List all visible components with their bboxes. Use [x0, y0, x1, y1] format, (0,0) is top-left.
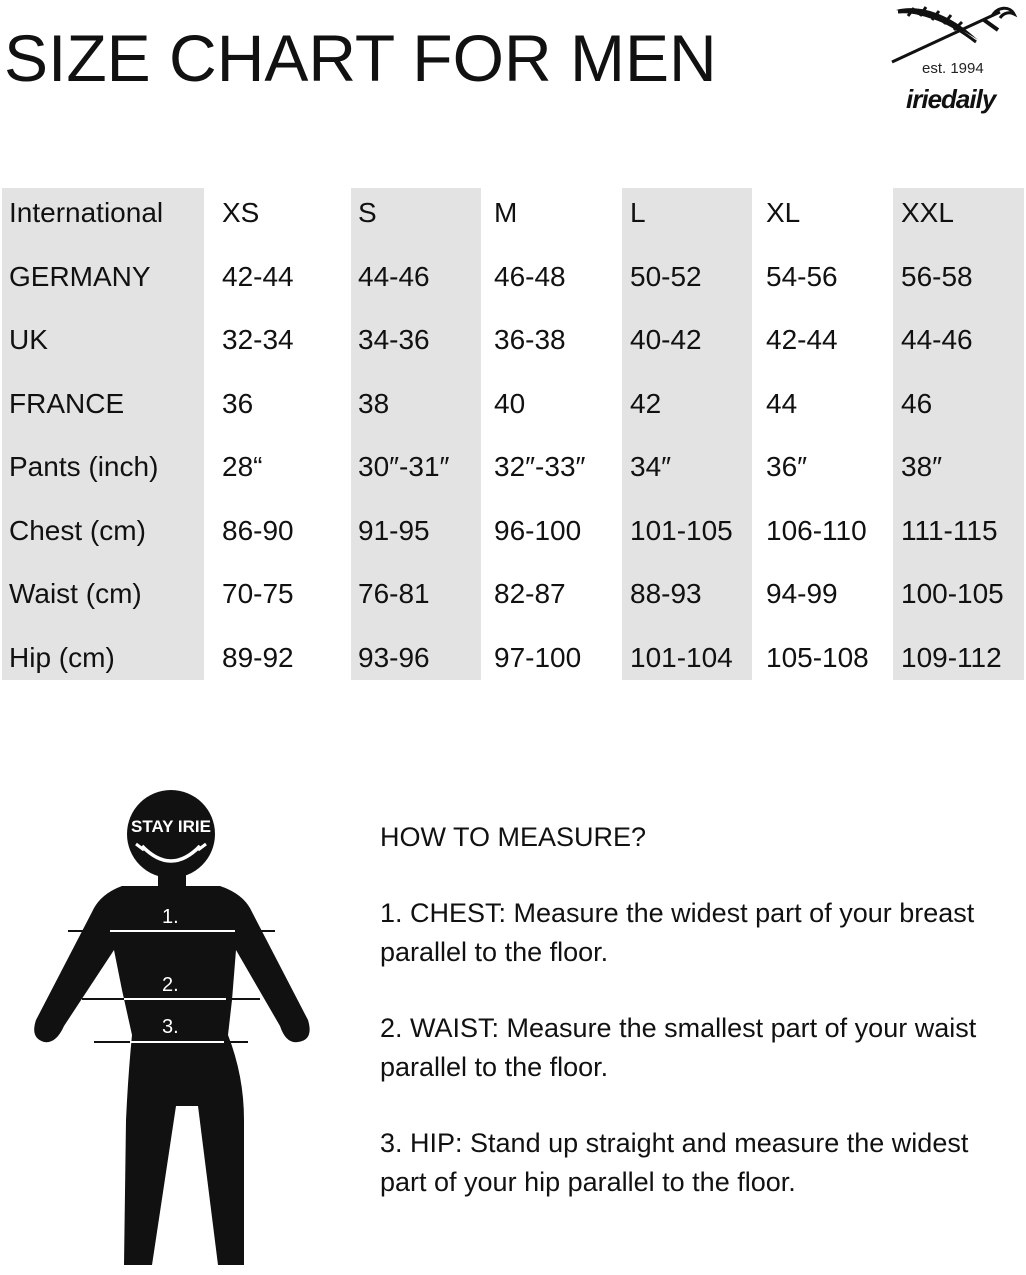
table-cell: 38″: [901, 451, 943, 482]
table-cell: 86-90: [222, 514, 294, 546]
waist-instruction: 2. WAIST: Measure the smallest part of your waist parallel to the floor.: [380, 1013, 977, 1082]
table-cell: 101-104: [630, 641, 733, 673]
table-cell: 96-100: [494, 514, 582, 546]
head-text: STAY IRIE: [131, 817, 211, 836]
page-title: SIZE CHART FOR MEN: [4, 21, 717, 95]
row-label: UK: [9, 324, 48, 355]
table-cell: 91-95: [358, 514, 430, 546]
table-cell: 54-56: [766, 260, 838, 292]
table-cell: 44: [766, 387, 798, 419]
table-cell: 34-36: [358, 324, 430, 355]
how-to-measure-heading: HOW TO MEASURE?: [380, 822, 647, 852]
row-label: Hip (cm): [9, 641, 115, 673]
row-label: FRANCE: [9, 387, 125, 419]
brand-logo: [888, 2, 1022, 126]
hip-marker-label: 3.: [162, 1016, 179, 1038]
table-cell: XL: [766, 197, 801, 228]
row-label: Waist (cm): [9, 578, 142, 609]
table-cell: 46-48: [494, 260, 566, 292]
table-cell: 42-44: [222, 260, 294, 292]
table-cell: 106-110: [766, 514, 867, 546]
table-cell: 44-46: [901, 324, 973, 355]
measurement-figure: [30, 790, 320, 1275]
hip-instruction: 3. HIP: Stand up straight and measure the widest part of your hip parallel to the floor.: [380, 1128, 969, 1197]
table-cell: 32-34: [222, 324, 294, 355]
table-cell: 44-46: [358, 260, 430, 292]
chest-instruction: 1. CHEST: Measure the widest part of your breast parallel to the floor.: [380, 898, 975, 967]
table-cell: 97-100: [494, 641, 582, 673]
table-cell: XXL: [901, 197, 954, 228]
table-cell: 89-92: [222, 641, 294, 673]
how-to-measure-section: [380, 818, 1020, 1239]
table-cell: 88-93: [630, 578, 702, 609]
table-cell: 40-42: [630, 324, 702, 355]
waist-marker-label: 2.: [162, 974, 179, 996]
table-cell: 40: [494, 387, 526, 419]
table-cell: 111-115: [901, 514, 998, 546]
table-cell: 36″: [766, 451, 808, 482]
table-cell: 100-105: [901, 578, 1004, 609]
row-label: International: [9, 197, 164, 228]
size-table: [0, 188, 1026, 680]
table-cell: 50-52: [630, 260, 702, 292]
table-cell: S: [358, 197, 377, 228]
table-cell: 30″-31″: [358, 451, 450, 482]
table-cell: 56-58: [901, 260, 973, 292]
feather-sword-icon: [888, 2, 1022, 64]
table-cell: 36: [222, 387, 254, 419]
table-cell: 101-105: [630, 514, 733, 546]
table-cell: 28“: [222, 451, 263, 482]
table-cell: 93-96: [358, 641, 430, 673]
table-cell: 105-108: [766, 641, 869, 673]
logo-brand-text: iriedaily: [906, 84, 996, 114]
table-cell: 94-99: [766, 578, 838, 609]
table-cell: 34″: [630, 451, 672, 482]
chest-marker-label: 1.: [162, 906, 179, 928]
row-label: GERMANY: [9, 260, 151, 292]
table-cell: 70-75: [222, 578, 294, 609]
table-cell: 32″-33″: [494, 451, 586, 482]
table-cell: 38: [358, 387, 390, 419]
row-label: Chest (cm): [9, 514, 146, 546]
table-cell: L: [630, 197, 646, 228]
table-cell: 36-38: [494, 324, 566, 355]
row-label: Pants (inch): [9, 451, 159, 482]
table-cell: 109-112: [901, 641, 1002, 673]
logo-est-text: est. 1994: [922, 60, 984, 77]
table-cell: 42-44: [766, 324, 838, 355]
table-cell: XS: [222, 197, 260, 228]
table-cell: 46: [901, 387, 933, 419]
table-cell: M: [494, 197, 518, 228]
table-cell: 82-87: [494, 578, 566, 609]
table-cell: 42: [630, 387, 662, 419]
table-cell: 76-81: [358, 578, 430, 609]
